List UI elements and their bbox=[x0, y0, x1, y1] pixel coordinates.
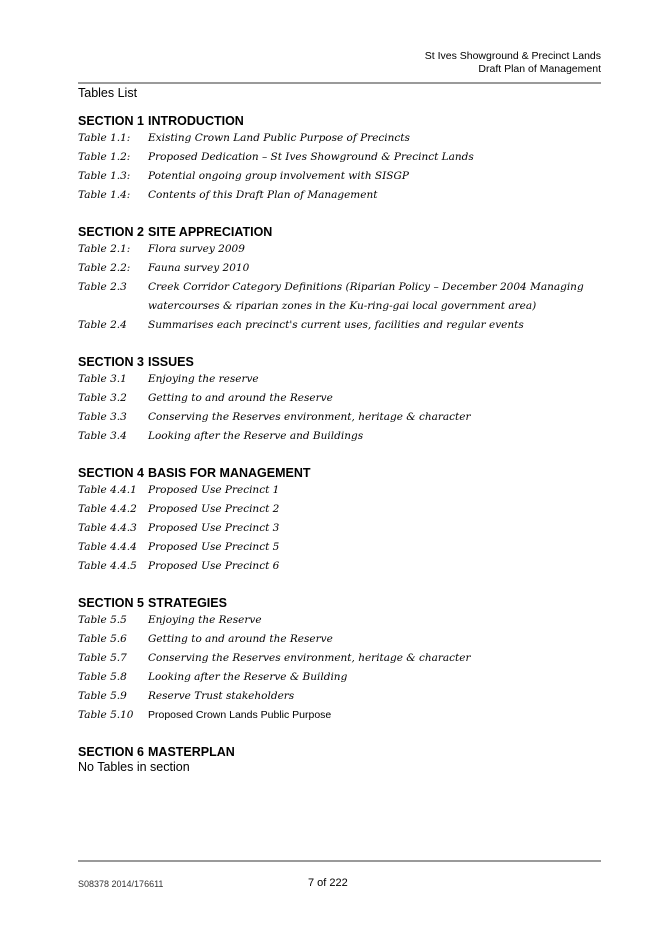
table-entry bbox=[78, 557, 601, 576]
section-title: INTRODUCTION bbox=[148, 114, 244, 128]
table-entry bbox=[78, 129, 601, 148]
table-number: Table 5.5 bbox=[78, 614, 127, 626]
section-heading bbox=[78, 595, 601, 611]
section-heading bbox=[78, 354, 601, 370]
section-title: SITE APPRECIATION bbox=[148, 225, 273, 239]
table-number: Table 5.6 bbox=[78, 633, 127, 645]
table-description: Reserve Trust stakeholders bbox=[148, 690, 295, 702]
section-number: SECTION 2 bbox=[78, 225, 144, 239]
page-number: 7 of 222 bbox=[308, 877, 348, 889]
table-entry bbox=[78, 389, 601, 408]
table-entry bbox=[78, 148, 601, 167]
table-number: Table 4.4.1 bbox=[78, 484, 137, 496]
section-6 bbox=[78, 744, 601, 774]
table-description: Proposed Use Precinct 1 bbox=[148, 484, 280, 496]
header-rule bbox=[78, 82, 601, 84]
section-5 bbox=[78, 595, 601, 725]
table-number: Table 1.4: bbox=[78, 189, 131, 201]
document-header bbox=[425, 50, 601, 76]
table-description: Flora survey 2009 bbox=[148, 243, 245, 255]
table-entry bbox=[78, 668, 601, 687]
table-entry bbox=[78, 167, 601, 186]
section-title: MASTERPLAN bbox=[148, 745, 235, 759]
table-entry bbox=[78, 240, 601, 259]
section-1 bbox=[78, 113, 601, 205]
table-number: Table 2.1: bbox=[78, 243, 131, 255]
table-description: Proposed Use Precinct 3 bbox=[148, 522, 280, 534]
table-number: Table 3.3 bbox=[78, 411, 127, 423]
table-number: Table 5.10 bbox=[78, 709, 134, 721]
section-number: SECTION 6 bbox=[78, 745, 144, 759]
section-heading bbox=[78, 224, 601, 240]
table-entry bbox=[78, 687, 601, 706]
section-2 bbox=[78, 224, 601, 335]
section-title: BASIS FOR MANAGEMENT bbox=[148, 466, 311, 480]
sections-container bbox=[78, 113, 601, 774]
footer-rule bbox=[78, 860, 601, 862]
table-description: Looking after the Reserve and Buildings bbox=[148, 430, 364, 442]
table-entry bbox=[78, 519, 601, 538]
table-description: Getting to and around the Reserve bbox=[148, 392, 333, 404]
table-entry bbox=[78, 500, 601, 519]
section-number: SECTION 1 bbox=[78, 114, 144, 128]
table-description: Conserving the Reserves environment, heritage & character bbox=[148, 411, 471, 423]
table-number: Table 4.4.3 bbox=[78, 522, 137, 534]
table-description: Proposed Use Precinct 2 bbox=[148, 503, 280, 515]
table-number: Table 5.7 bbox=[78, 652, 127, 664]
table-entry bbox=[78, 186, 601, 205]
header-title: St Ives Showground & Precinct Lands bbox=[424, 50, 601, 62]
table-number: Table 3.2 bbox=[78, 392, 127, 404]
table-description: Enjoying the reserve bbox=[148, 373, 259, 385]
tables-list-title: Tables List bbox=[78, 86, 138, 100]
section-number: SECTION 3 bbox=[78, 355, 144, 369]
table-description: Getting to and around the Reserve bbox=[148, 633, 333, 645]
table-number: Table 1.2: bbox=[78, 151, 131, 163]
table-description: Contents of this Draft Plan of Management bbox=[148, 189, 378, 201]
table-description: Proposed Use Precinct 6 bbox=[148, 560, 280, 572]
table-entry bbox=[78, 706, 601, 725]
table-description: Enjoying the Reserve bbox=[148, 614, 262, 626]
table-description: Fauna survey 2010 bbox=[148, 262, 250, 274]
table-number: Table 1.3: bbox=[78, 170, 131, 182]
table-description: Looking after the Reserve & Building bbox=[148, 671, 348, 683]
section-title: ISSUES bbox=[148, 355, 194, 369]
section-heading bbox=[78, 465, 601, 481]
section-4 bbox=[78, 465, 601, 576]
table-description: Potential ongoing group involvement with SISGP bbox=[148, 170, 409, 182]
table-number: Table 1.1: bbox=[78, 132, 131, 144]
table-entry bbox=[78, 370, 601, 389]
table-entry bbox=[78, 611, 601, 630]
table-number: Table 4.4.4 bbox=[78, 541, 137, 553]
table-description: Conserving the Reserves environment, heritage & character bbox=[148, 652, 471, 664]
table-number: Table 3.1 bbox=[78, 373, 127, 385]
section-title: STRATEGIES bbox=[148, 596, 227, 610]
table-entry bbox=[78, 649, 601, 668]
table-number: Table 5.8 bbox=[78, 671, 127, 683]
table-number: Table 3.4 bbox=[78, 430, 127, 442]
table-entry bbox=[78, 481, 601, 500]
table-number: Table 5.9 bbox=[78, 690, 127, 702]
table-number: Table 2.2: bbox=[78, 262, 131, 274]
table-entry bbox=[78, 259, 601, 278]
table-entry bbox=[78, 427, 601, 446]
section-heading bbox=[78, 744, 601, 760]
table-entry bbox=[78, 538, 601, 557]
table-entry bbox=[78, 630, 601, 649]
tables-list bbox=[78, 86, 601, 793]
table-entry bbox=[78, 408, 601, 427]
header-subtitle: Draft Plan of Management bbox=[478, 63, 601, 75]
footer-reference: S08378 2014/176611 bbox=[78, 879, 164, 889]
table-description: Summarises each precinct's current uses, facilities and regular events bbox=[148, 319, 524, 331]
section-note: No Tables in section bbox=[78, 760, 190, 774]
table-description: Creek Corridor Category Definitions (Riparian Policy – December 2004 Managing watercourses & riparian zones in the Ku-ring-gai local government area) bbox=[148, 281, 584, 312]
section-number: SECTION 4 bbox=[78, 466, 144, 480]
table-number: Table 4.4.5 bbox=[78, 560, 137, 572]
table-number: Table 2.4 bbox=[78, 319, 127, 331]
section-heading bbox=[78, 113, 601, 129]
table-entry bbox=[78, 278, 601, 316]
table-description: Existing Crown Land Public Purpose of Precincts bbox=[148, 132, 410, 144]
table-entry bbox=[78, 316, 601, 335]
table-number: Table 4.4.2 bbox=[78, 503, 137, 515]
table-description: Proposed Crown Lands Public Purpose bbox=[148, 709, 332, 721]
section-number: SECTION 5 bbox=[78, 596, 144, 610]
table-description: Proposed Use Precinct 5 bbox=[148, 541, 280, 553]
table-description: Proposed Dedication – St Ives Showground & Precinct Lands bbox=[148, 151, 474, 163]
table-number: Table 2.3 bbox=[78, 281, 127, 293]
section-3 bbox=[78, 354, 601, 446]
